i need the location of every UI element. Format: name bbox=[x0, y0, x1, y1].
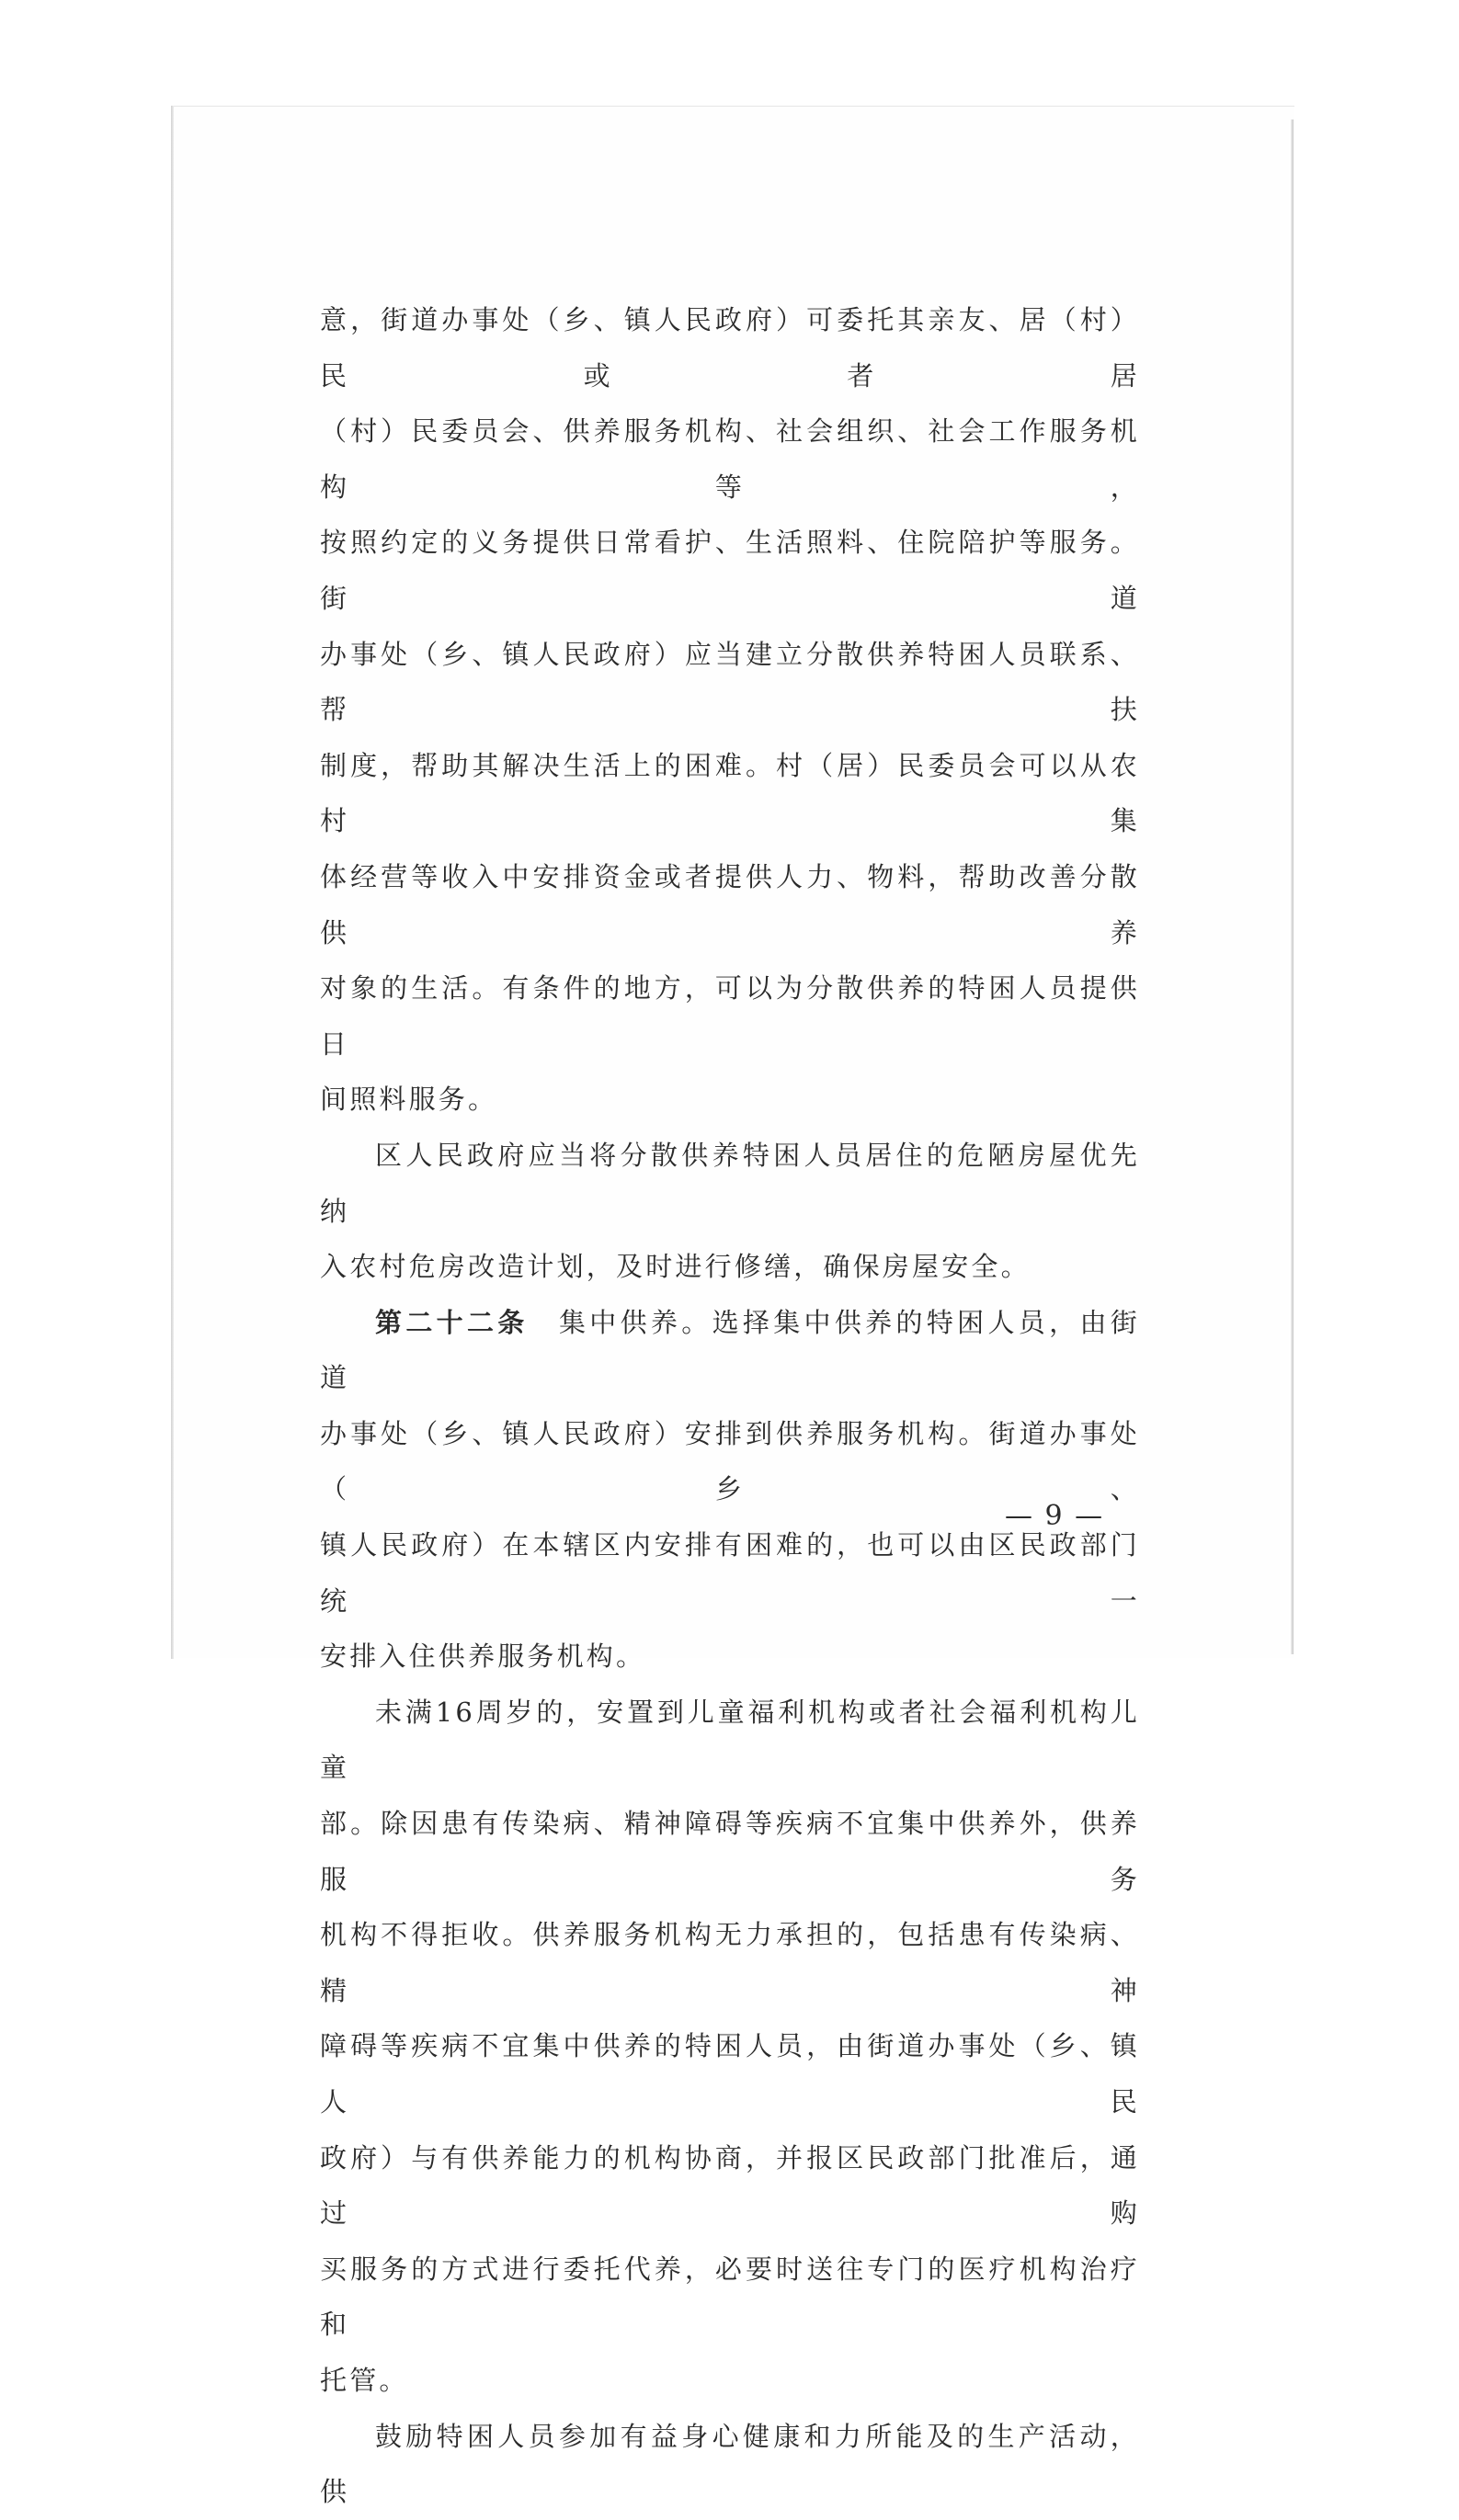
text-line: 鼓励特困人员参加有益身心健康和力所能及的生产活动，供 bbox=[320, 2420, 1140, 2508]
text-line: 托管。 bbox=[320, 2364, 409, 2396]
text-line: 意，街道办事处（乡、镇人民政府）可委托其亲友、居（村）民或者居 bbox=[320, 304, 1140, 392]
text-line: 体经营等收入中安排资金或者提供人力、物料，帮助改善分散供养 bbox=[320, 860, 1140, 948]
text-line: 政府）与有供养能力的机构协商，并报区民政部门批准后，通过购 bbox=[320, 2141, 1140, 2230]
text-line: 集中供养。选择集中供养的特困人员，由街道 bbox=[320, 1306, 1140, 1394]
text-line: 入农村危房改造计划，及时进行修缮，确保房屋安全。 bbox=[320, 1251, 1031, 1283]
paragraph-minors-placement bbox=[320, 1685, 1140, 2409]
text-line: 区人民政府应当将分散供养特困人员居住的危陋房屋优先纳 bbox=[320, 1139, 1140, 1227]
text-line: （村）民委员会、供养服务机构、社会组织、社会工作服务机构等， bbox=[320, 415, 1140, 503]
text-line: 安排入住供养服务机构。 bbox=[320, 1640, 646, 1673]
text-line: 办事处（乡、镇人民政府）应当建立分散供养特困人员联系、帮扶 bbox=[320, 638, 1140, 726]
text-line: 未满16周岁的，安置到儿童福利机构或者社会福利机构儿童 bbox=[320, 1696, 1140, 1784]
article-22 bbox=[320, 1295, 1140, 1685]
page-right-edge bbox=[1291, 119, 1294, 1654]
text-line: 按照约定的义务提供日常看护、生活照料、住院陪护等服务。街道 bbox=[320, 527, 1140, 614]
text-line: 镇人民政府）在本辖区内安排有困难的，也可以由区民政部门统一 bbox=[320, 1529, 1140, 1617]
text-line: 障碍等疾病不宜集中供养的特困人员，由街道办事处（乡、镇人民 bbox=[320, 2030, 1140, 2117]
text-line: 部。除因患有传染病、精神障碍等疾病不宜集中供养外，供养服务 bbox=[320, 1808, 1140, 1895]
text-line: 对象的生活。有条件的地方，可以为分散供养的特困人员提供日 bbox=[320, 972, 1140, 1060]
paragraph-housing-renovation bbox=[320, 1128, 1140, 1295]
text-line: 制度，帮助其解决生活上的困难。村（居）民委员会可以从农村集 bbox=[320, 749, 1140, 837]
article-first-line bbox=[320, 1295, 1140, 1406]
page-left-edge bbox=[171, 106, 174, 1659]
text-line: 机构不得拒收。供养服务机构无力承担的，包括患有传染病、精神 bbox=[320, 1919, 1140, 2006]
text-line: 间照料服务。 bbox=[320, 1084, 498, 1116]
text-line: 办事处（乡、镇人民政府）安排到供养服务机构。街道办事处（乡、 bbox=[320, 1417, 1140, 1505]
document-body bbox=[320, 292, 1140, 2520]
paragraph-dispersed-support-care bbox=[320, 292, 1140, 1128]
text-line: 买服务的方式进行委托代养，必要时送往专门的医疗机构治疗和 bbox=[320, 2253, 1140, 2341]
page-number: — 9 — bbox=[1005, 1500, 1105, 1532]
paragraph-production-activities bbox=[320, 2409, 1140, 2520]
article-heading: 第二十二条 bbox=[375, 1306, 529, 1338]
